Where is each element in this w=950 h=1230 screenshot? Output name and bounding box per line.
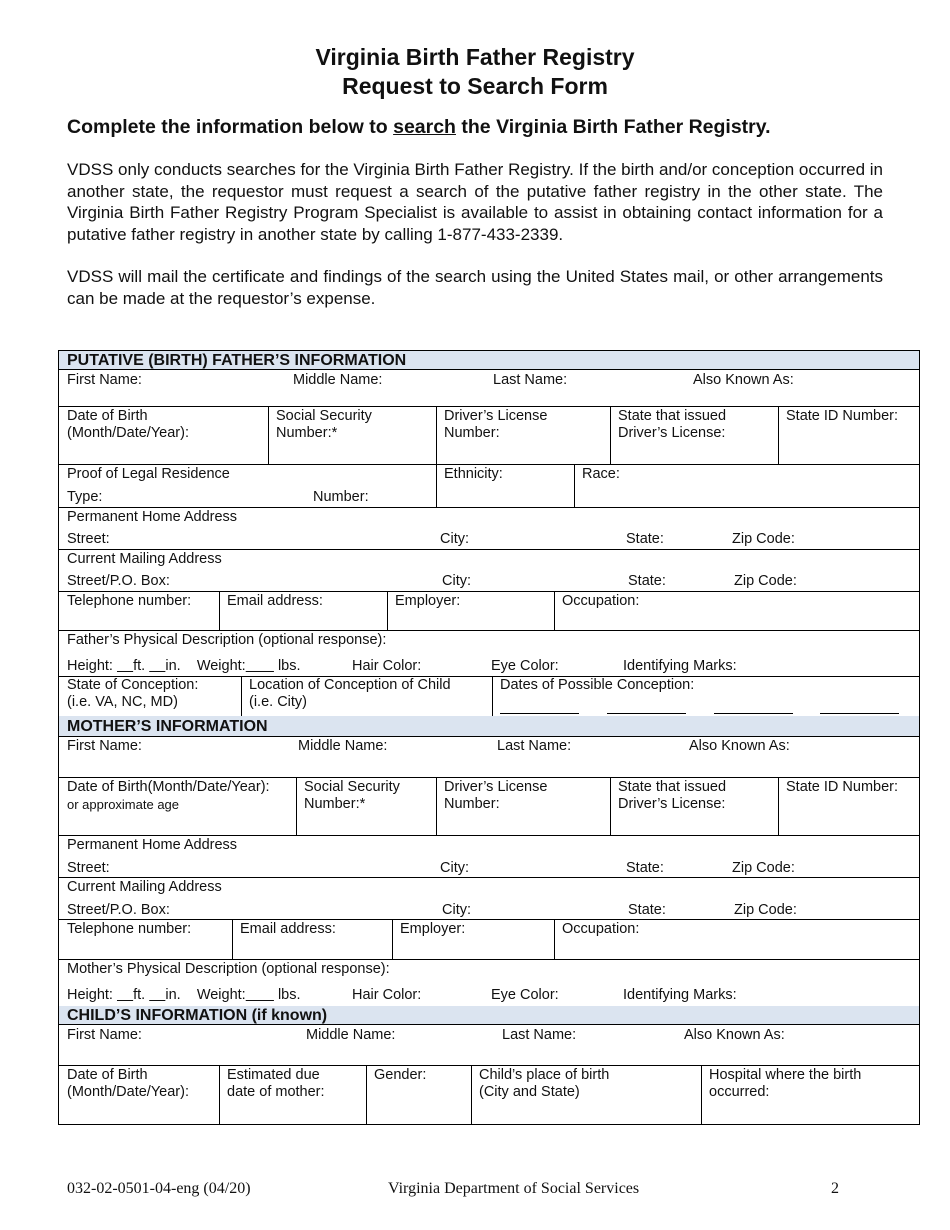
child-section-header: CHILD’S INFORMATION (if known) — [59, 1006, 919, 1025]
child-dob-line2: (Month/Date/Year): — [67, 1084, 189, 1100]
father-race-label: Race: — [582, 466, 620, 482]
mother-hair-label: Hair Color: — [352, 987, 422, 1003]
mother-dl-line2: Number: — [444, 796, 500, 812]
father-street-label: Street: — [67, 531, 110, 547]
child-place-line2: (City and State) — [479, 1084, 580, 1100]
father-dob-line2: (Month/Date/Year): — [67, 425, 189, 441]
father-in-label: in. — [165, 658, 181, 674]
child-hospital-label — [709, 1067, 861, 1101]
mother-dob-line1: Date of Birth(Month/Date/Year): — [67, 779, 270, 795]
mother-dl-state-line1: State that issued — [618, 779, 727, 795]
form-subtitle: Request to Search Form — [342, 73, 608, 99]
mother-height-label: Height: — [67, 987, 117, 1003]
father-type-label: Type: — [67, 489, 103, 505]
father-info-table — [58, 350, 920, 718]
mother-ssn-line2: Number:* — [304, 796, 366, 812]
mother-last-name-label: Last Name: — [497, 738, 572, 754]
form-title: Virginia Birth Father Registry — [315, 44, 635, 70]
father-dl-line2: Number: — [444, 425, 500, 441]
father-employer-label: Employer: — [395, 593, 461, 609]
father-dl-state-line1: State that issued — [618, 408, 727, 424]
father-conc-loc-label — [249, 677, 451, 711]
father-city2-label: City: — [442, 573, 471, 589]
father-proof-label: Proof of Legal Residence — [67, 466, 230, 482]
mother-zip-label: Zip Code: — [732, 860, 795, 876]
father-conc-state-line2: (i.e. VA, NC, MD) — [67, 694, 178, 710]
mother-eye-label: Eye Color: — [491, 987, 559, 1003]
mother-dl-state-line2: Driver’s License: — [618, 796, 726, 812]
mother-state2-label: State: — [628, 902, 666, 918]
conc-date-blank-4[interactable] — [820, 713, 899, 714]
father-occupation-label: Occupation: — [562, 593, 640, 609]
father-number-label: Number: — [313, 489, 369, 505]
mother-mail-address-label: Current Mailing Address — [67, 879, 222, 895]
child-dob-label — [67, 1067, 189, 1101]
child-due-line1: Estimated due — [227, 1067, 320, 1083]
father-height-label: Height: — [67, 658, 117, 674]
father-telephone-label: Telephone number: — [67, 593, 192, 609]
mother-zip2-label: Zip Code: — [734, 902, 797, 918]
father-state-label: State: — [626, 531, 664, 547]
conc-date-blank-2[interactable] — [607, 713, 686, 714]
child-due-line2: date of mother: — [227, 1084, 325, 1100]
mother-occupation-label: Occupation: — [562, 921, 640, 937]
mother-email-label: Email address: — [240, 921, 336, 937]
mother-dob-line2: or approximate age — [67, 797, 180, 812]
father-email-label: Email address: — [227, 593, 323, 609]
child-aka-label: Also Known As: — [684, 1027, 785, 1043]
father-middle-name-label: Middle Name: — [293, 372, 383, 388]
father-eye-label: Eye Color: — [491, 658, 559, 674]
father-perm-address-label: Permanent Home Address — [67, 509, 238, 525]
conc-date-blank-3[interactable] — [714, 713, 793, 714]
lead-before: Complete the information below to — [67, 116, 394, 138]
father-ft-label: ft. — [133, 658, 146, 674]
footer-page-number: 2 — [831, 1180, 839, 1197]
father-city-label: City: — [440, 531, 469, 547]
father-weight-label: Weight: — [196, 658, 246, 674]
father-zip-label: Zip Code: — [732, 531, 795, 547]
father-conc-loc-line1: Location of Conception of Child — [249, 677, 451, 693]
father-last-name-label: Last Name: — [493, 372, 568, 388]
mother-dl-line1: Driver’s License — [444, 779, 548, 795]
father-aka-label: Also Known As: — [693, 372, 794, 388]
footer-form-number: 032-02-0501-04-eng (04/20) — [67, 1180, 251, 1197]
child-place-line1: Child’s place of birth — [479, 1067, 610, 1083]
child-info-table — [58, 1006, 920, 1125]
mother-in-label: in. — [165, 987, 181, 1003]
child-last-name-label: Last Name: — [502, 1027, 577, 1043]
mother-telephone-label: Telephone number: — [67, 921, 192, 937]
footer-agency: Virginia Department of Social Services — [388, 1180, 640, 1197]
mother-dl-label — [444, 779, 547, 813]
mother-ssn-line1: Social Security — [304, 779, 400, 795]
mother-lbs-label: lbs. — [277, 987, 301, 1003]
intro-paragraph-1: VDSS only conducts searches for the Virginia Birth Father Registry. If the birth and/or conception occurred in another state, the requestor must request a search of the putative father registry in the other state. The Virginia Birth Father Registry Program Specialist is available to assist in obtaining contact information for a putative father registry in another state by calling 1-877-433-2339. — [67, 160, 883, 244]
mother-city2-label: City: — [442, 902, 471, 918]
mother-info-table — [58, 716, 920, 1007]
mother-aka-label: Also Known As: — [689, 738, 790, 754]
mother-ft-label: ft. — [133, 987, 146, 1003]
mother-city-label: City: — [440, 860, 469, 876]
father-ssn-line1: Social Security — [276, 408, 372, 424]
mother-ssn-label — [304, 779, 400, 813]
father-mail-address-label: Current Mailing Address — [67, 551, 222, 567]
mother-employer-label: Employer: — [400, 921, 466, 937]
father-state2-label: State: — [628, 573, 666, 589]
father-ssn-line2: Number:* — [276, 425, 338, 441]
mother-street-po-label: Street/P.O. Box: — [67, 902, 170, 918]
father-ethnicity-label: Ethnicity: — [444, 466, 503, 482]
child-middle-name-label: Middle Name: — [306, 1027, 396, 1043]
father-marks-label: Identifying Marks: — [623, 658, 737, 674]
mother-marks-label: Identifying Marks: — [623, 987, 737, 1003]
mother-state-label: State: — [626, 860, 664, 876]
father-conc-loc-line2: (i.e. City) — [249, 694, 307, 710]
mother-dl-state-label — [618, 779, 726, 813]
father-street-po-label: Street/P.O. Box: — [67, 573, 170, 589]
child-dob-line1: Date of Birth — [67, 1067, 148, 1083]
father-lbs-label: lbs. — [277, 658, 301, 674]
father-ssn-label — [276, 408, 372, 442]
father-dob-label — [67, 408, 189, 442]
lead-after: the Virginia Birth Father Registry. — [455, 116, 771, 138]
mother-height-weight-label — [67, 987, 301, 1004]
father-phys-desc-label: Father’s Physical Description (optional response): — [67, 632, 387, 648]
father-conc-state-line1: State of Conception: — [67, 677, 199, 693]
lead-underlined: search — [393, 116, 456, 138]
father-conc-state-label — [67, 677, 198, 711]
conc-date-blank-1[interactable] — [500, 713, 579, 714]
mother-section-header: MOTHER’S INFORMATION — [59, 716, 919, 737]
father-conc-dates-label: Dates of Possible Conception: — [500, 677, 695, 693]
father-dob-line1: Date of Birth — [67, 408, 148, 424]
mother-state-id-label: State ID Number: — [786, 779, 899, 795]
instruction-heading — [67, 116, 771, 139]
mother-first-name-label: First Name: — [67, 738, 142, 754]
child-place-label — [479, 1067, 609, 1101]
child-gender-label: Gender: — [374, 1067, 427, 1083]
child-hospital-line1: Hospital where the birth — [709, 1067, 862, 1083]
mother-weight-label: Weight: — [196, 987, 246, 1003]
father-hair-label: Hair Color: — [352, 658, 422, 674]
father-section-header: PUTATIVE (BIRTH) FATHER’S INFORMATION — [59, 351, 919, 370]
father-state-id-label: State ID Number: — [786, 408, 899, 424]
father-dl-label — [444, 408, 547, 442]
intro-paragraph-2: VDSS will mail the certificate and findings of the search using the United States mail, or other arrangements can be made at the requestor’s expense. — [67, 267, 883, 308]
mother-perm-address-label: Permanent Home Address — [67, 837, 238, 853]
child-first-name-label: First Name: — [67, 1027, 142, 1043]
mother-street-label: Street: — [67, 860, 110, 876]
father-dl-line1: Driver’s License — [444, 408, 548, 424]
mother-middle-name-label: Middle Name: — [298, 738, 388, 754]
mother-phys-desc-label: Mother’s Physical Description (optional response): — [67, 961, 390, 977]
child-hospital-line2: occurred: — [709, 1084, 770, 1100]
father-dl-state-line2: Driver’s License: — [618, 425, 726, 441]
father-first-name-label: First Name: — [67, 372, 142, 388]
father-height-weight-label — [67, 658, 301, 675]
mother-dob-label — [67, 779, 270, 814]
child-due-date-label — [227, 1067, 325, 1101]
father-zip2-label: Zip Code: — [734, 573, 797, 589]
father-dl-state-label — [618, 408, 726, 442]
